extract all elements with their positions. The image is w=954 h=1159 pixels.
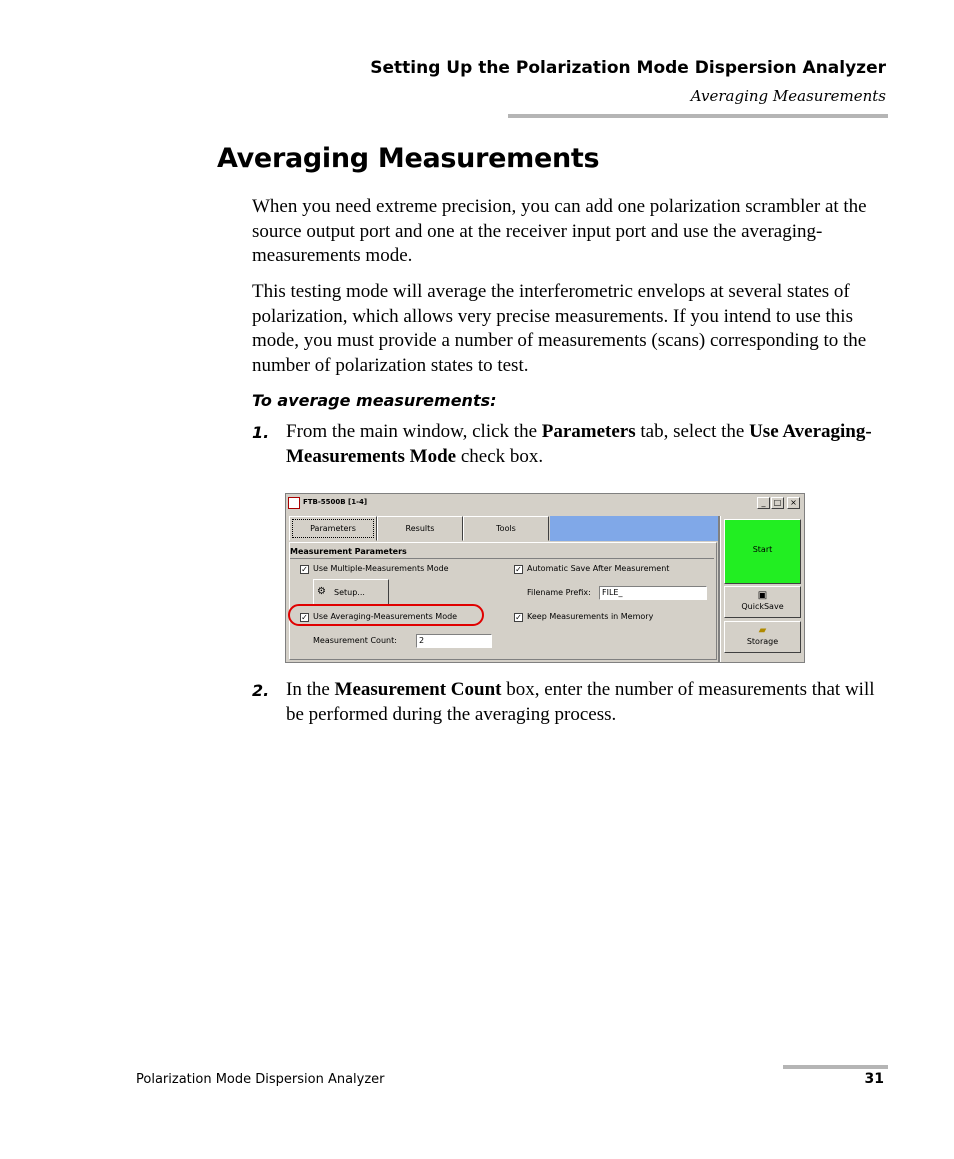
footer-product: Polarization Mode Dispersion Analyzer bbox=[136, 1072, 385, 1087]
folder-icon: ▰ bbox=[758, 625, 767, 636]
quicksave-button[interactable]: ▣ QuickSave bbox=[724, 586, 801, 618]
averaging-mode-label: Use Averaging-Measurements Mode bbox=[313, 612, 458, 621]
averaging-mode-checkbox[interactable]: ✓ bbox=[301, 613, 308, 622]
step-1-number: 1. bbox=[252, 423, 270, 442]
storage-button[interactable]: ▰ Storage bbox=[724, 621, 801, 653]
tab-parameters[interactable]: Parameters bbox=[289, 516, 377, 541]
mode-paragraph: This testing mode will average the interferometric envelops at several states of polarization, which allows very precise measurements. If you intend to use this mode, you must provide a number of measurements (scans) corresponding to the number of polarization states to test. bbox=[252, 281, 867, 376]
keep-in-memory-label: Keep Measurements in Memory bbox=[527, 612, 654, 621]
filename-prefix-input[interactable]: FILE_ bbox=[599, 586, 707, 600]
floppy-disk-icon: ▣ bbox=[757, 590, 768, 601]
start-button[interactable]: Start bbox=[724, 519, 801, 584]
auto-save-label: Automatic Save After Measurement bbox=[527, 564, 670, 573]
setup-button[interactable]: ⚙ Setup... bbox=[313, 579, 389, 605]
group-title: Measurement Parameters bbox=[290, 547, 407, 556]
filename-prefix-label: Filename Prefix: bbox=[527, 588, 591, 597]
tab-bar-filler bbox=[550, 516, 718, 541]
setup-icon: ⚙ bbox=[317, 586, 326, 597]
page-title: Averaging Measurements bbox=[217, 143, 600, 174]
window-titlebar bbox=[286, 494, 804, 514]
procedure-title: To average measurements: bbox=[252, 391, 497, 410]
measurement-count-label: Measurement Count: bbox=[313, 636, 397, 645]
maximize-button[interactable]: □ bbox=[771, 497, 784, 509]
group-divider bbox=[290, 558, 714, 559]
running-header-title: Setting Up the Polarization Mode Dispersion Analyzer bbox=[370, 58, 886, 78]
app-icon bbox=[288, 497, 300, 509]
measurement-count-input[interactable]: 2 bbox=[416, 634, 492, 648]
intro-paragraph: When you need extreme precision, you can add one polarization scrambler at the source output port and one at the receiver input port and use the averaging-measurements mode. bbox=[252, 196, 867, 266]
auto-save-checkbox[interactable]: ✓ bbox=[515, 565, 522, 574]
keep-in-memory-checkbox[interactable]: ✓ bbox=[515, 613, 522, 622]
window-title: FTB-5500B [1-4] bbox=[303, 498, 368, 506]
running-header-section: Averaging Measurements bbox=[690, 87, 886, 105]
step-1-text: From the main window, click the Parameters tab, select the Use Averaging-Measurements Mode check box. bbox=[286, 421, 872, 467]
tab-results[interactable]: Results bbox=[377, 516, 463, 541]
close-button[interactable]: × bbox=[787, 497, 800, 509]
tab-tools[interactable]: Tools bbox=[463, 516, 549, 541]
minimize-button[interactable]: _ bbox=[757, 497, 770, 509]
footer-rule bbox=[783, 1065, 888, 1069]
app-screenshot bbox=[285, 493, 805, 663]
header-rule bbox=[508, 114, 888, 118]
vertical-separator bbox=[718, 516, 721, 662]
step-2-text: In the Measurement Count box, enter the number of measurements that will be performed during the averaging process. bbox=[286, 679, 875, 725]
multiple-measurements-checkbox[interactable]: ✓ bbox=[301, 565, 308, 574]
multiple-measurements-label: Use Multiple-Measurements Mode bbox=[313, 564, 449, 573]
page-number: 31 bbox=[864, 1071, 884, 1087]
step-2-number: 2. bbox=[252, 681, 270, 700]
